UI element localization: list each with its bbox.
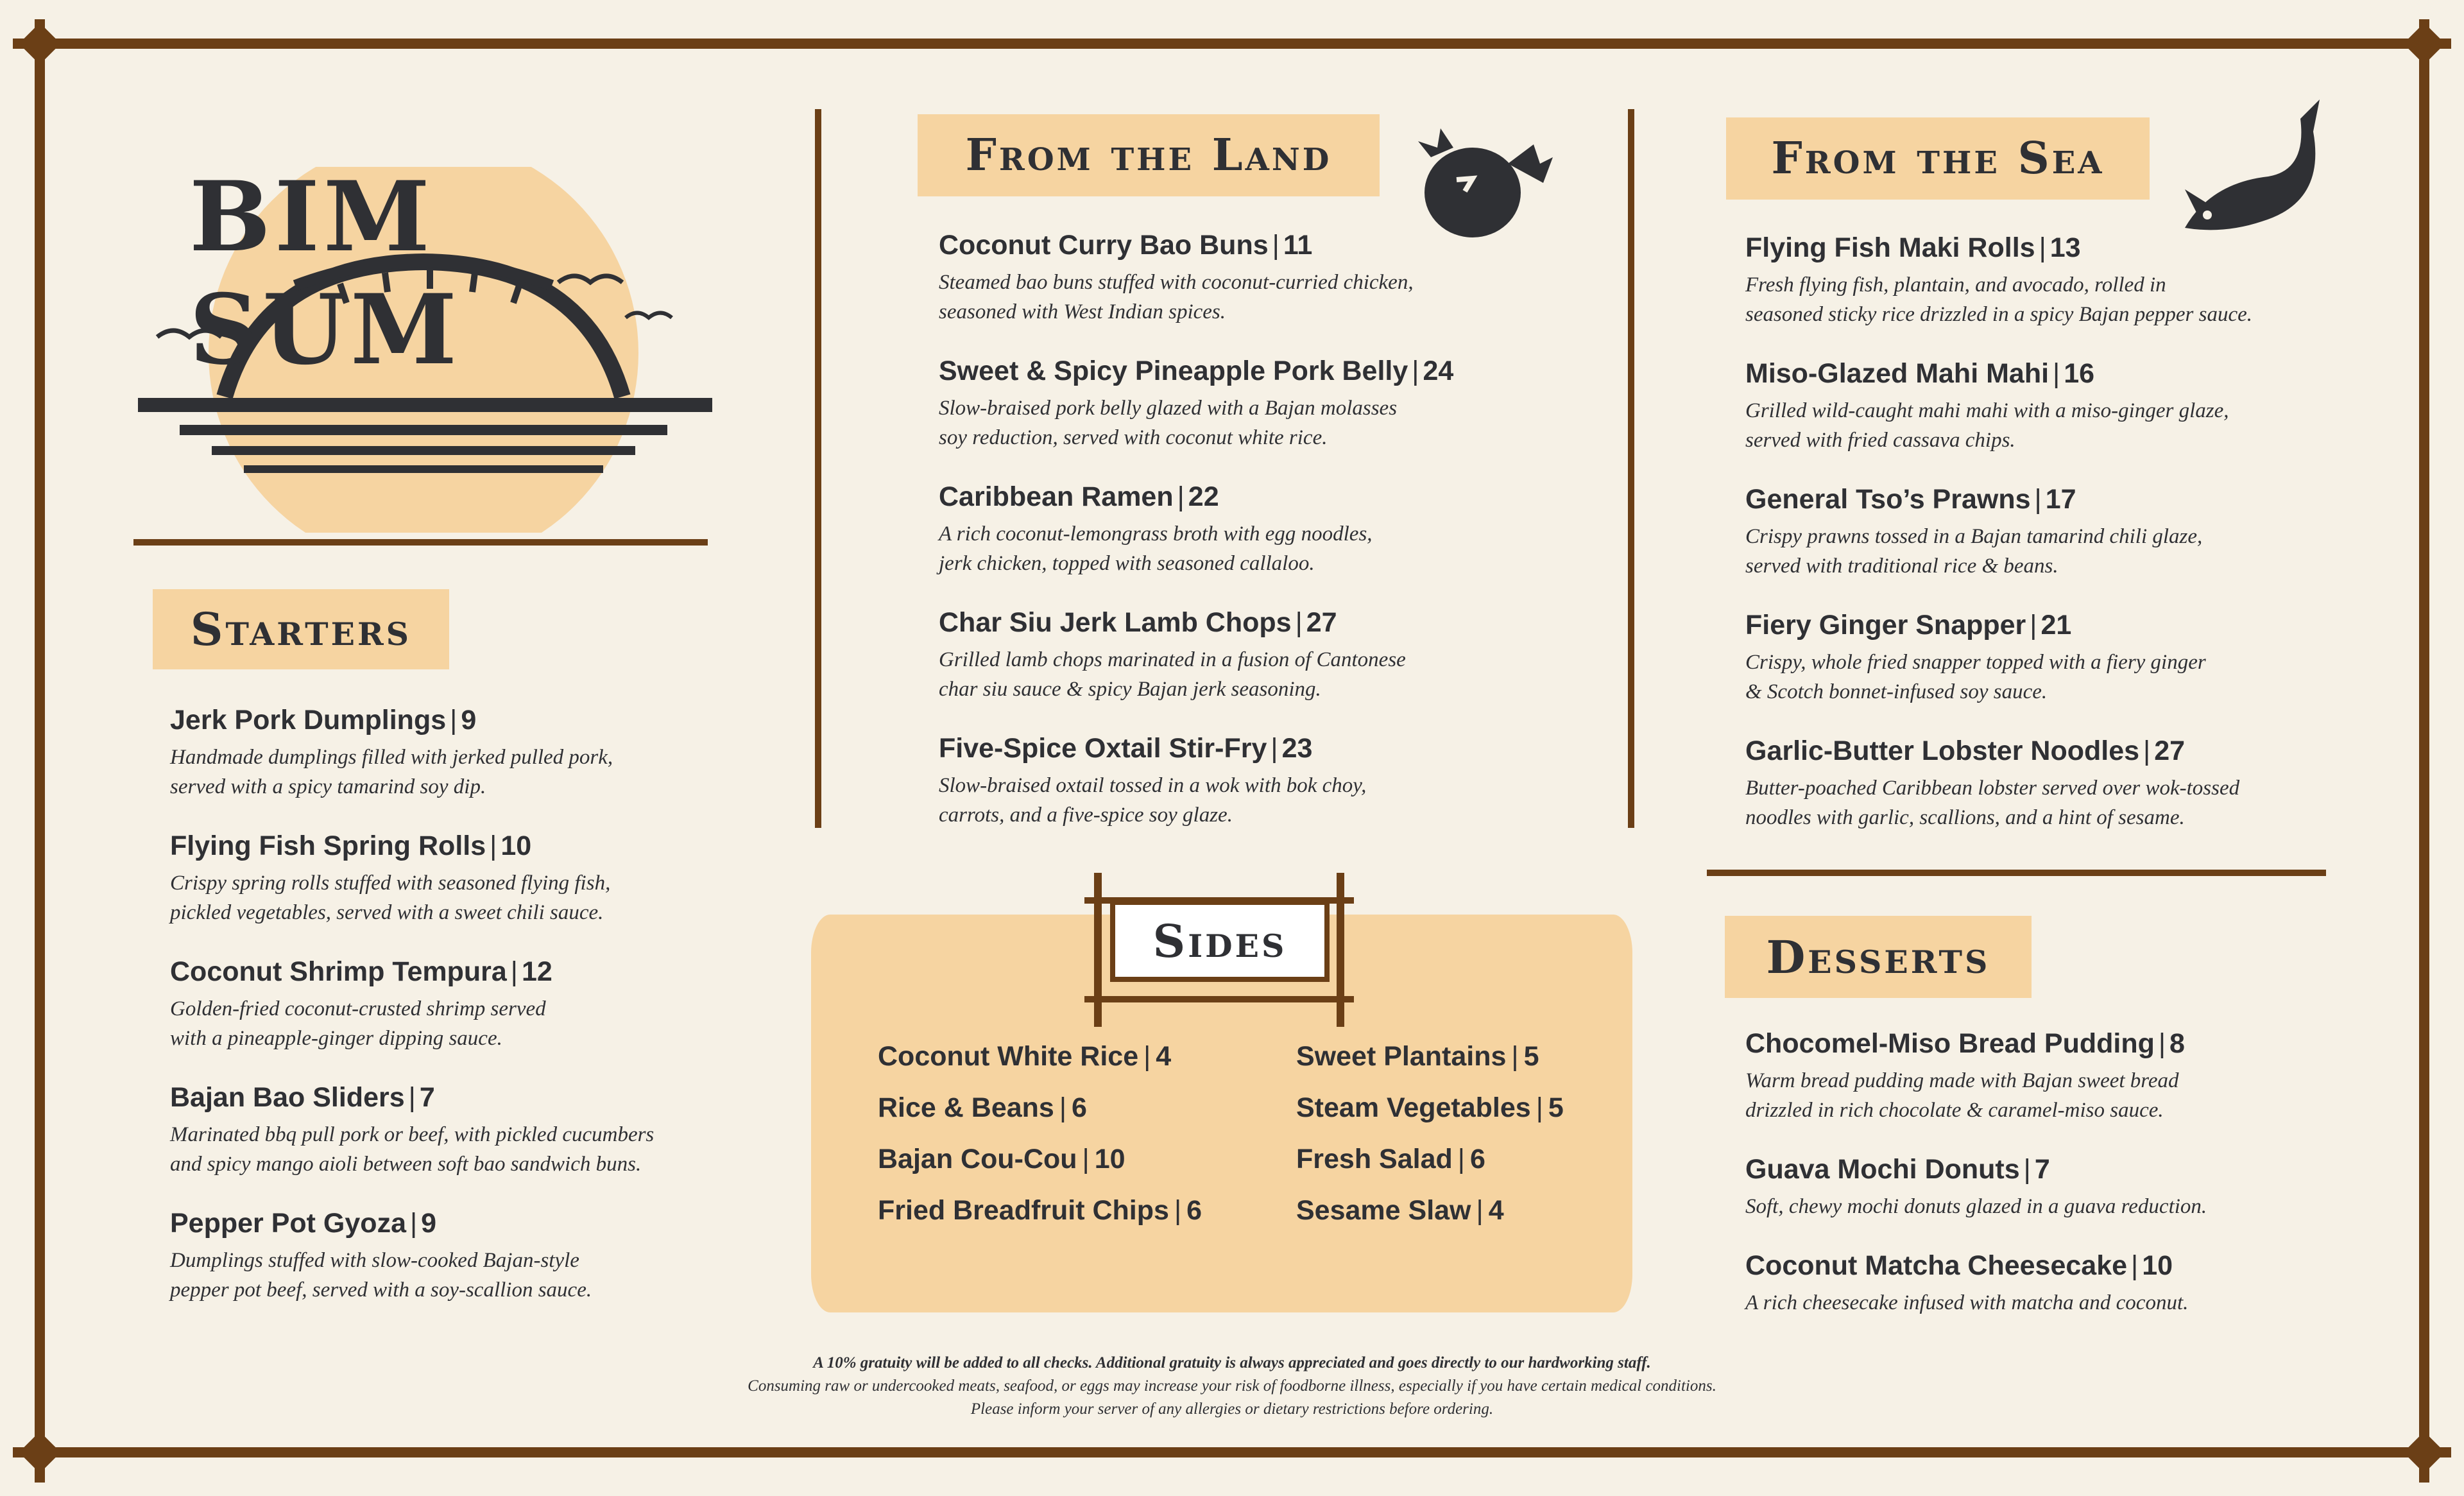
menu-item-title: Coconut Curry Bao Buns | 11 <box>939 230 1313 261</box>
frame-corner-ornament <box>2403 22 2445 64</box>
side-item-price: 6 <box>1186 1195 1202 1226</box>
menu-item-price: 22 <box>1188 481 1219 512</box>
side-item: Rice & Beans | 6 <box>878 1092 1087 1123</box>
menu-item-name: Guava Mochi Donuts <box>1745 1154 2020 1185</box>
frame-left-border <box>35 19 45 1483</box>
menu-item-title: Flying Fish Maki Rolls | 13 <box>1745 232 2081 263</box>
description-line: and spicy mango aioli between soft bao sandwich buns. <box>170 1153 642 1176</box>
description-line: char siu sauce & spicy Bajan jerk seasoning. <box>939 678 1321 701</box>
frame-right-border <box>2419 19 2429 1483</box>
menu-item-price: 27 <box>2154 735 2186 766</box>
menu-item-description <box>939 645 1580 704</box>
description-line: Slow-braised pork belly glazed with a Bajan molasses <box>939 397 1398 420</box>
description-line: Grilled lamb chops marinated in a fusion of Cantonese <box>939 648 1406 671</box>
description-line: A rich coconut-lemongrass broth with egg noodles, <box>939 522 1373 546</box>
description-line: seasoned with West Indian spices. <box>939 300 1226 323</box>
menu-item <box>170 956 748 1053</box>
side-item: Sweet Plantains | 5 <box>1296 1041 1539 1072</box>
description-line: Handmade dumplings filled with jerked pulled pork, <box>170 746 613 769</box>
side-item-price: 4 <box>1156 1041 1172 1072</box>
fish-icon <box>2172 93 2326 254</box>
side-item-name: Rice & Beans <box>878 1092 1054 1123</box>
description-line: Slow-braised oxtail tossed in a wok with bok choy, <box>939 774 1367 797</box>
description-line: Marinated bbq pull pork or beef, with pickled cucumbers <box>170 1123 654 1146</box>
gratuity-note: A 10% gratuity will be added to all checks. Additional gratuity is always appreciated and goes directly to our hardworking staff. <box>813 1354 1651 1371</box>
menu-item-name: Pepper Pot Gyoza <box>170 1208 406 1239</box>
menu-item-description <box>1745 270 2387 329</box>
logo-divider <box>133 539 708 546</box>
menu-item-description <box>170 1120 748 1179</box>
chicken-icon <box>1405 119 1559 247</box>
menu-item-description <box>1745 773 2387 832</box>
menu-item <box>1745 484 2387 581</box>
menu-item-price: 7 <box>419 1082 435 1113</box>
menu-item-name: Miso-Glazed Mahi Mahi <box>1745 358 2049 389</box>
side-item-name: Coconut White Rice <box>878 1041 1139 1072</box>
menu-item-name: Garlic-Butter Lobster Noodles <box>1745 735 2140 766</box>
side-item: Bajan Cou-Cou | 10 <box>878 1144 1125 1174</box>
description-line: Warm bread pudding made with Bajan sweet bread <box>1745 1069 2179 1092</box>
menu-item-price: 9 <box>461 705 477 735</box>
menu-item <box>1745 1154 2387 1221</box>
side-item: Coconut White Rice | 4 <box>878 1041 1172 1072</box>
description-line: Grilled wild-caught mahi mahi with a miso-ginger glaze, <box>1745 399 2229 422</box>
frame-corner-ornament <box>19 22 60 64</box>
side-item-name: Fresh Salad <box>1296 1144 1453 1174</box>
description-line: carrots, and a five-spice soy glaze. <box>939 804 1233 827</box>
side-item-price: 6 <box>1072 1092 1087 1123</box>
side-item-name: Sweet Plantains <box>1296 1041 1507 1072</box>
description-line: pepper pot beef, served with a soy-scallion sauce. <box>170 1278 592 1302</box>
section-title-starters: Starters <box>153 589 449 669</box>
description-line: Steamed bao buns stuffed with coconut-curried chicken, <box>939 271 1414 294</box>
description-line: drizzled in rich chocolate & caramel-miso sauce. <box>1745 1099 2164 1122</box>
description-line: served with fried cassava chips. <box>1745 429 2015 452</box>
menu-item-price: 10 <box>2142 1250 2173 1281</box>
menu-item <box>1745 358 2387 455</box>
menu-item-title: Guava Mochi Donuts | 7 <box>1745 1154 2050 1185</box>
menu-item-description <box>939 268 1580 327</box>
description-line: Fresh flying fish, plantain, and avocado, rolled in <box>1745 273 2166 297</box>
menu-item-title: Chocomel-Miso Bread Pudding | 8 <box>1745 1028 2185 1059</box>
menu-item-description <box>939 519 1580 578</box>
description-line: Crispy spring rolls stuffed with seasoned flying fish, <box>170 872 611 895</box>
menu-item-title: Coconut Matcha Cheesecake | 10 <box>1745 1250 2173 1281</box>
menu-item-name: Flying Fish Maki Rolls <box>1745 232 2035 263</box>
description-line: served with a spicy tamarind soy dip. <box>170 775 486 798</box>
frame-top-border <box>13 39 2451 49</box>
menu-item-title: Char Siu Jerk Lamb Chops | 27 <box>939 607 1337 638</box>
description-line: pickled vegetables, served with a sweet chili sauce. <box>170 901 604 924</box>
menu-item <box>170 705 748 802</box>
side-item: Fried Breadfruit Chips | 6 <box>878 1195 1202 1226</box>
frame-corner-ornament <box>19 1431 60 1473</box>
menu-item-price: 11 <box>1283 230 1313 261</box>
menu-item <box>1745 1028 2387 1125</box>
side-item-name: Steam Vegetables <box>1296 1092 1531 1123</box>
menu-item <box>1745 735 2387 832</box>
menu-item <box>170 830 748 927</box>
menu-item-title: Coconut Shrimp Tempura | 12 <box>170 956 552 987</box>
description-line: & Scotch bonnet-infused soy sauce. <box>1745 680 2048 703</box>
menu-item <box>1745 1250 2387 1318</box>
description-line: Crispy prawns tossed in a Bajan tamarind chili glaze, <box>1745 525 2203 548</box>
menu-item-price: 21 <box>2041 610 2072 641</box>
menu-item-title: Flying Fish Spring Rolls | 10 <box>170 830 532 861</box>
allergy-note: Please inform your server of any allergies or dietary restrictions before ordering. <box>970 1400 1494 1418</box>
menu-item <box>939 230 1580 327</box>
side-item: Steam Vegetables | 5 <box>1296 1092 1564 1123</box>
side-item-price: 6 <box>1469 1144 1485 1174</box>
menu-item-description <box>1745 396 2387 455</box>
description-line: Golden-fried coconut-crusted shrimp served <box>170 997 546 1020</box>
column-divider <box>815 109 821 828</box>
menu-item-price: 27 <box>1306 607 1337 638</box>
side-item-price: 4 <box>1488 1195 1504 1226</box>
menu-item-description <box>170 743 748 802</box>
side-item-name: Bajan Cou-Cou <box>878 1144 1077 1174</box>
menu-item-title: Pepper Pot Gyoza | 9 <box>170 1208 437 1239</box>
description-line: with a pineapple-ginger dipping sauce. <box>170 1027 502 1050</box>
description-line: Soft, chewy mochi donuts glazed in a guava reduction. <box>1745 1195 2207 1218</box>
side-item-price: 5 <box>1548 1092 1564 1123</box>
menu-item-price: 16 <box>2064 358 2095 389</box>
column-divider <box>1628 109 1634 828</box>
menu-item <box>939 481 1580 578</box>
menu-item-description <box>939 393 1580 452</box>
side-item-price: 5 <box>1523 1041 1539 1072</box>
description-line: noodles with garlic, scallions, and a hint of sesame. <box>1745 806 2185 829</box>
section-title-desserts: Desserts <box>1725 916 2032 998</box>
menu-item-name: Bajan Bao Sliders <box>170 1082 405 1113</box>
section-title-sides: Sides <box>1110 900 1330 982</box>
menu-item-name: Caribbean Ramen <box>939 481 1174 512</box>
description-line: A rich cheesecake infused with matcha and coconut. <box>1745 1291 2189 1314</box>
menu-item <box>170 1082 748 1179</box>
frame-corner-ornament <box>2403 1431 2445 1473</box>
menu-item-price: 8 <box>2169 1028 2185 1059</box>
side-item: Fresh Salad | 6 <box>1296 1144 1485 1174</box>
menu-item-price: 24 <box>1423 356 1454 386</box>
description-line: seasoned sticky rice drizzled in a spicy Bajan pepper sauce. <box>1745 303 2252 326</box>
description-line: Dumplings stuffed with slow-cooked Bajan-style <box>170 1249 579 1272</box>
menu-item-name: General Tso’s Prawns <box>1745 484 2031 515</box>
side-item-price: 10 <box>1094 1144 1125 1174</box>
menu-item-description <box>1745 1288 2387 1318</box>
menu-item <box>1745 232 2387 329</box>
side-item-name: Sesame Slaw <box>1296 1195 1471 1226</box>
side-item-name: Fried Breadfruit Chips <box>878 1195 1169 1226</box>
menu-item-title: Garlic-Butter Lobster Noodles | 27 <box>1745 735 2186 766</box>
menu-item-description <box>1745 522 2387 581</box>
section-title-land: From the Land <box>918 114 1380 196</box>
brand-logo <box>128 148 719 533</box>
menu-item-title: Sweet & Spicy Pineapple Pork Belly | 24 <box>939 356 1454 386</box>
menu-item-description <box>170 868 748 927</box>
menu-item-name: Coconut Matcha Cheesecake <box>1745 1250 2128 1281</box>
menu-item-name: Sweet & Spicy Pineapple Pork Belly <box>939 356 1408 386</box>
menu-item <box>939 356 1580 452</box>
menu-item-description <box>1745 1066 2387 1125</box>
menu-item <box>939 733 1580 830</box>
menu-item-title: Five-Spice Oxtail Stir-Fry | 23 <box>939 733 1313 764</box>
menu-item-price: 10 <box>501 830 532 861</box>
food-safety-note: Consuming raw or undercooked meats, seafood, or eggs may increase your risk of foodborne illness, especially if you have certain medical conditions. <box>748 1377 1716 1395</box>
menu-item-price: 17 <box>2045 484 2076 515</box>
menu-item <box>1745 610 2387 707</box>
menu-item-name: Jerk Pork Dumplings <box>170 705 447 735</box>
menu-item-title: Miso-Glazed Mahi Mahi | 16 <box>1745 358 2095 389</box>
frame-bottom-border <box>13 1447 2451 1457</box>
menu-item-name: Flying Fish Spring Rolls <box>170 830 486 861</box>
menu-item-description <box>170 994 748 1053</box>
menu-item-name: Fiery Ginger Snapper <box>1745 610 2026 641</box>
menu-item <box>170 1208 748 1305</box>
menu-item-name: Char Siu Jerk Lamb Chops <box>939 607 1292 638</box>
menu-item-price: 23 <box>1281 733 1313 764</box>
menu-item-description <box>1745 648 2387 707</box>
restaurant-name: BIM SUM <box>189 160 461 386</box>
description-line: jerk chicken, topped with seasoned callaloo. <box>939 552 1315 575</box>
menu-item-price: 13 <box>2049 232 2081 263</box>
description-line: Butter-poached Caribbean lobster served over wok-tossed <box>1745 777 2240 800</box>
section-title-sea: From the Sea <box>1726 117 2150 200</box>
menu-item-description <box>170 1246 748 1305</box>
menu-item-name: Chocomel-Miso Bread Pudding <box>1745 1028 2155 1059</box>
menu-item-title: General Tso’s Prawns | 17 <box>1745 484 2076 515</box>
menu-item-title: Jerk Pork Dumplings | 9 <box>170 705 477 735</box>
menu-item-name: Coconut Curry Bao Buns <box>939 230 1269 261</box>
menu-item-name: Five-Spice Oxtail Stir-Fry <box>939 733 1267 764</box>
menu-item <box>939 607 1580 704</box>
menu-item-title: Fiery Ginger Snapper | 21 <box>1745 610 2072 641</box>
sea-desserts-divider <box>1707 870 2326 876</box>
menu-item-price: 9 <box>421 1208 437 1239</box>
menu-item-name: Coconut Shrimp Tempura <box>170 956 507 987</box>
menu-item-description <box>939 771 1580 830</box>
menu-item-description <box>1745 1192 2387 1221</box>
menu-item-price: 7 <box>2034 1154 2050 1185</box>
menu-item-price: 12 <box>521 956 552 987</box>
description-line: soy reduction, served with coconut white rice. <box>939 426 1328 449</box>
menu-item-title: Caribbean Ramen | 22 <box>939 481 1219 512</box>
description-line: served with traditional rice & beans. <box>1745 555 2058 578</box>
description-line: Crispy, whole fried snapper topped with a fiery ginger <box>1745 651 2206 674</box>
side-item: Sesame Slaw | 4 <box>1296 1195 1504 1226</box>
menu-item-title: Bajan Bao Sliders | 7 <box>170 1082 435 1113</box>
